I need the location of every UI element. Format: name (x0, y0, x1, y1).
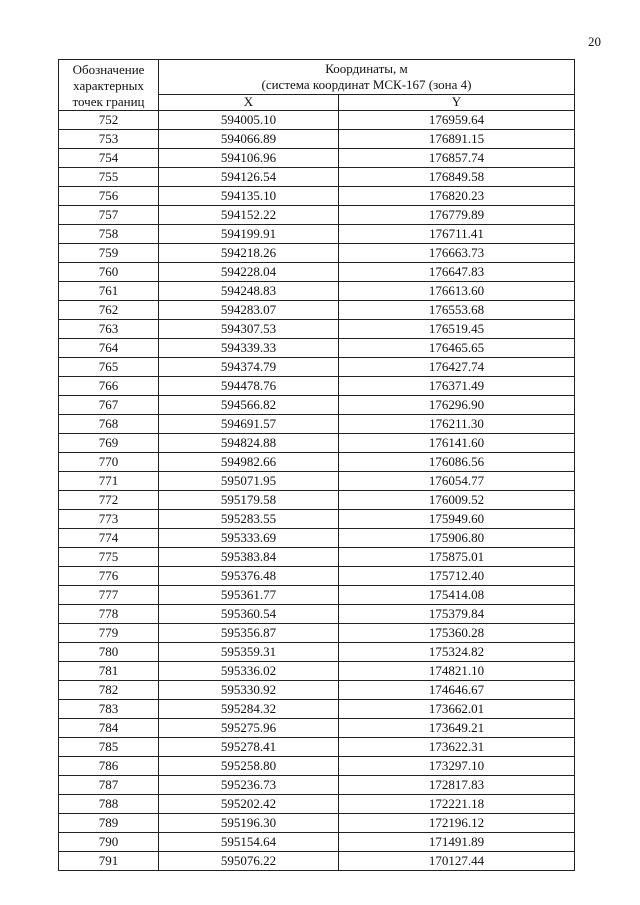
table-row (59, 852, 575, 871)
point-cell: 762 (59, 301, 159, 320)
table-row (59, 833, 575, 852)
point-cell: 780 (59, 643, 159, 662)
point-cell: 785 (59, 738, 159, 757)
table-row (59, 149, 575, 168)
point-cell: 775 (59, 548, 159, 567)
table-row (59, 358, 575, 377)
x-cell: 594228.04 (159, 263, 339, 282)
x-cell: 594339.33 (159, 339, 339, 358)
x-cell: 595376.48 (159, 567, 339, 586)
point-cell: 759 (59, 244, 159, 263)
table-row (59, 548, 575, 567)
point-cell: 763 (59, 320, 159, 339)
y-cell: 176009.52 (339, 491, 575, 510)
table-row (59, 586, 575, 605)
table-row (59, 434, 575, 453)
y-cell: 175414.08 (339, 586, 575, 605)
table-row (59, 681, 575, 700)
point-cell: 774 (59, 529, 159, 548)
point-cell: 771 (59, 472, 159, 491)
point-cell: 754 (59, 149, 159, 168)
x-cell: 594126.54 (159, 168, 339, 187)
point-cell: 788 (59, 795, 159, 814)
x-cell: 595330.92 (159, 681, 339, 700)
point-cell: 760 (59, 263, 159, 282)
table-row (59, 339, 575, 358)
y-cell: 175906.80 (339, 529, 575, 548)
x-cell: 594283.07 (159, 301, 339, 320)
point-cell: 786 (59, 757, 159, 776)
point-column-header (59, 60, 159, 111)
y-cell: 176857.74 (339, 149, 575, 168)
table-row (59, 282, 575, 301)
point-cell: 781 (59, 662, 159, 681)
point-cell: 756 (59, 187, 159, 206)
table-row (59, 168, 575, 187)
point-cell: 767 (59, 396, 159, 415)
y-cell: 176141.60 (339, 434, 575, 453)
x-cell: 595275.96 (159, 719, 339, 738)
table-row (59, 643, 575, 662)
page-number: 20 (588, 34, 601, 49)
y-cell: 176553.68 (339, 301, 575, 320)
table-row (59, 510, 575, 529)
table-row (59, 491, 575, 510)
x-cell: 594566.82 (159, 396, 339, 415)
x-cell: 595278.41 (159, 738, 339, 757)
point-cell: 764 (59, 339, 159, 358)
table-body (59, 111, 575, 871)
table-row (59, 776, 575, 795)
y-cell: 176613.60 (339, 282, 575, 301)
x-cell: 594982.66 (159, 453, 339, 472)
point-cell: 791 (59, 852, 159, 871)
table-row (59, 719, 575, 738)
table-row (59, 377, 575, 396)
x-cell: 594106.96 (159, 149, 339, 168)
table-row (59, 795, 575, 814)
y-cell: 175324.82 (339, 643, 575, 662)
y-cell: 176465.65 (339, 339, 575, 358)
table-row (59, 567, 575, 586)
point-cell: 787 (59, 776, 159, 795)
coordinates-subtitle: (система координат МСК-167 (зона 4) (261, 77, 472, 93)
coordinates-header (159, 60, 575, 95)
y-cell: 173297.10 (339, 757, 575, 776)
table-row (59, 187, 575, 206)
x-column-header: X (159, 94, 339, 110)
point-cell: 761 (59, 282, 159, 301)
y-cell: 176849.58 (339, 168, 575, 187)
y-cell: 174821.10 (339, 662, 575, 681)
point-cell: 776 (59, 567, 159, 586)
table-header (59, 60, 575, 111)
y-cell: 176296.90 (339, 396, 575, 415)
point-cell: 765 (59, 358, 159, 377)
x-cell: 595336.02 (159, 662, 339, 681)
y-cell: 172196.12 (339, 814, 575, 833)
y-cell: 176711.41 (339, 225, 575, 244)
point-cell: 790 (59, 833, 159, 852)
y-cell: 176647.83 (339, 263, 575, 282)
point-cell: 772 (59, 491, 159, 510)
y-cell: 174646.67 (339, 681, 575, 700)
y-cell: 176891.15 (339, 130, 575, 149)
point-cell: 777 (59, 586, 159, 605)
table-row (59, 738, 575, 757)
point-cell: 784 (59, 719, 159, 738)
point-cell: 789 (59, 814, 159, 833)
x-cell: 594066.89 (159, 130, 339, 149)
x-cell: 594691.57 (159, 415, 339, 434)
x-cell: 595356.87 (159, 624, 339, 643)
x-cell: 595071.95 (159, 472, 339, 491)
table-row (59, 225, 575, 244)
point-cell: 768 (59, 415, 159, 434)
x-cell: 595283.55 (159, 510, 339, 529)
x-cell: 595076.22 (159, 852, 339, 871)
y-cell: 170127.44 (339, 852, 575, 871)
point-header-line-1: Обозначение (72, 62, 145, 77)
point-header-line-2: характерных (73, 78, 144, 93)
table-row (59, 605, 575, 624)
y-cell: 176371.49 (339, 377, 575, 396)
table-row (59, 472, 575, 491)
x-cell: 594218.26 (159, 244, 339, 263)
y-cell: 176779.89 (339, 206, 575, 225)
table-row (59, 453, 575, 472)
x-cell: 594478.76 (159, 377, 339, 396)
point-header-line-3: точек границ (72, 94, 145, 109)
x-cell: 594248.83 (159, 282, 339, 301)
x-cell: 595359.31 (159, 643, 339, 662)
point-cell: 755 (59, 168, 159, 187)
table-row (59, 757, 575, 776)
table-row (59, 320, 575, 339)
y-cell: 173649.21 (339, 719, 575, 738)
x-cell: 594199.91 (159, 225, 339, 244)
point-cell: 766 (59, 377, 159, 396)
x-cell: 595284.32 (159, 700, 339, 719)
x-cell: 594824.88 (159, 434, 339, 453)
y-cell: 175875.01 (339, 548, 575, 567)
y-cell: 175379.84 (339, 605, 575, 624)
x-cell: 595383.84 (159, 548, 339, 567)
table-row (59, 529, 575, 548)
x-cell: 595258.80 (159, 757, 339, 776)
y-column-header: Y (339, 94, 575, 110)
point-cell: 779 (59, 624, 159, 643)
y-cell: 172221.18 (339, 795, 575, 814)
point-cell: 757 (59, 206, 159, 225)
y-cell: 176086.56 (339, 453, 575, 472)
table-row (59, 263, 575, 282)
y-cell: 176427.74 (339, 358, 575, 377)
table-row (59, 130, 575, 149)
point-cell: 778 (59, 605, 159, 624)
coordinates-table (58, 59, 575, 871)
table-row (59, 244, 575, 263)
x-cell: 595196.30 (159, 814, 339, 833)
point-cell: 769 (59, 434, 159, 453)
x-cell: 594135.10 (159, 187, 339, 206)
y-cell: 171491.89 (339, 833, 575, 852)
x-cell: 594152.22 (159, 206, 339, 225)
table-row (59, 396, 575, 415)
x-cell: 594307.53 (159, 320, 339, 339)
y-cell: 173662.01 (339, 700, 575, 719)
x-cell: 594005.10 (159, 111, 339, 130)
y-cell: 175712.40 (339, 567, 575, 586)
y-cell: 175360.28 (339, 624, 575, 643)
table-row (59, 301, 575, 320)
table-row (59, 415, 575, 434)
y-cell: 172817.83 (339, 776, 575, 795)
y-cell: 176959.64 (339, 111, 575, 130)
x-cell: 595361.77 (159, 586, 339, 605)
y-cell: 176519.45 (339, 320, 575, 339)
y-cell: 176663.73 (339, 244, 575, 263)
y-cell: 173622.31 (339, 738, 575, 757)
table-row (59, 700, 575, 719)
table-row (59, 624, 575, 643)
y-cell: 176054.77 (339, 472, 575, 491)
x-cell: 595333.69 (159, 529, 339, 548)
point-cell: 752 (59, 111, 159, 130)
y-cell: 176820.23 (339, 187, 575, 206)
table-row (59, 206, 575, 225)
point-cell: 770 (59, 453, 159, 472)
x-cell: 595179.58 (159, 491, 339, 510)
point-cell: 758 (59, 225, 159, 244)
table-row (59, 814, 575, 833)
coordinates-title: Координаты, м (325, 61, 408, 77)
x-cell: 595360.54 (159, 605, 339, 624)
x-cell: 595154.64 (159, 833, 339, 852)
x-cell: 594374.79 (159, 358, 339, 377)
point-cell: 753 (59, 130, 159, 149)
point-cell: 782 (59, 681, 159, 700)
table-row (59, 662, 575, 681)
x-cell: 595236.73 (159, 776, 339, 795)
point-cell: 773 (59, 510, 159, 529)
x-cell: 595202.42 (159, 795, 339, 814)
table-row (59, 111, 575, 130)
y-cell: 175949.60 (339, 510, 575, 529)
point-cell: 783 (59, 700, 159, 719)
y-cell: 176211.30 (339, 415, 575, 434)
